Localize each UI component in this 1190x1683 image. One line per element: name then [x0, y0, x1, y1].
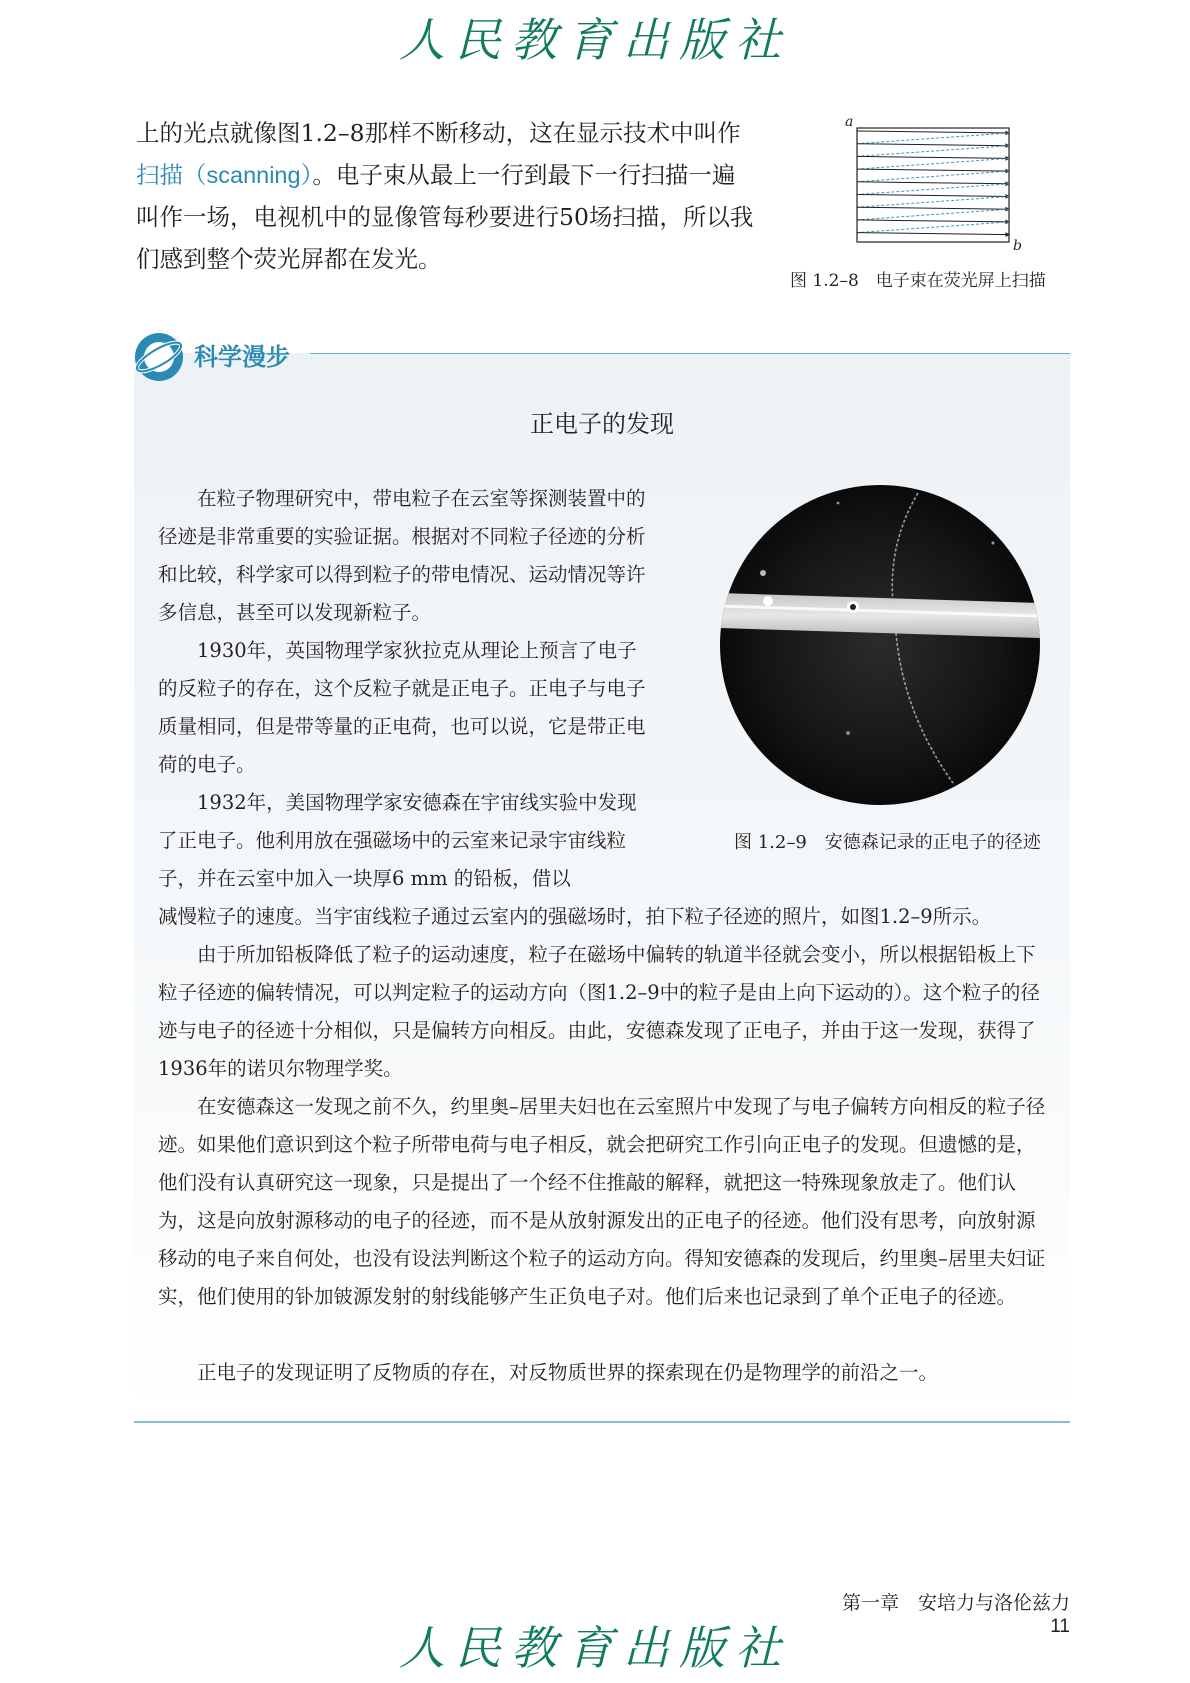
cloud-chamber-photo	[718, 483, 1042, 807]
section-title: 科学漫步	[194, 343, 290, 371]
retrace-line	[857, 171, 1009, 182]
scan-line	[857, 233, 1009, 235]
article-paragraph-1: 在粒子物理研究中，带电粒子在云室等探测装置中的径迹是非常重要的实验证据。根据对不同粒子径迹的分析和比较，科学家可以得到粒子的带电情况、运动情况等许多信息，甚至可以发现新粒子。	[158, 487, 646, 624]
retrace-line	[857, 146, 1009, 157]
article-paragraph-3-cont: 减慢粒子的速度。当宇宙线粒子通过云室内的强磁场时，拍下粒子径迹的照片，如图1.2–9所示。	[158, 905, 992, 928]
article-paragraph-6: 正电子的发现证明了反物质的存在，对反物质世界的探索现在仍是物理学的前沿之一。	[197, 1361, 939, 1384]
retrace-line	[857, 209, 1009, 220]
scan-line	[857, 220, 1009, 222]
scan-line	[857, 144, 1009, 146]
publisher-logo-bottom: 人民教育出版社	[399, 1621, 791, 1675]
chapter-title: 第一章 安培力与洛伦兹力	[841, 1592, 1070, 1614]
scan-line	[857, 131, 1009, 133]
retrace-line	[857, 222, 1009, 233]
scan-line	[857, 195, 1009, 197]
retrace-line	[857, 133, 1009, 144]
scan-line	[857, 207, 1009, 209]
article-title: 正电子的发现	[530, 410, 674, 438]
planet-icon	[133, 331, 185, 383]
retrace-line	[857, 158, 1009, 169]
label-b: b	[1013, 238, 1022, 252]
article-paragraph-5: 在安德森这一发现之前不久，约里奥–居里夫妇也在云室照片中发现了与电子偏转方向相反的粒子径迹。如果他们意识到这个粒子所带电荷与电子相反，就会把研究工作引向正电子的发现。但遗憾的是，他们没有认真研究这一现象，只是提出了一个经不住推敲的解释，就把这一特殊现象放走了。他们认为，这是向放射源移动的电子的径迹，而不是从放射源发出的正电子的径迹。他们没有思考，向放射源移动的电子来自何处，也没有设法判断这个粒子的运动方向。得知安德森的发现后，约里奥–居里夫妇证实，他们使用的钋加铍源发射的射线能够产生正负电子对。他们后来也记录到了单个正电子的径迹。	[158, 1095, 1046, 1308]
retrace-line	[857, 197, 1009, 208]
publisher-logo-top: 人民教育出版社	[399, 13, 791, 67]
intro-text-before: 上的光点就像图1.2–8那样不断移动，这在显示技术中叫作	[136, 119, 741, 147]
article-paragraph-4: 由于所加铅板降低了粒子的运动速度，粒子在磁场中偏转的轨道半径就会变小，所以根据铅板上下粒子径迹的偏转情况，可以判定粒子的运动方向（图1.2–9中的粒子是由上向下运动的）。这个粒子的径迹与电子的径迹十分相似，只是偏转方向相反。由此，安德森发现了正电子，并由于这一发现，获得了1936年的诺贝尔物理学奖。	[158, 943, 1040, 1080]
label-a: a	[845, 114, 854, 130]
section-title-rule	[310, 353, 1070, 354]
page-number: 11	[1050, 1616, 1070, 1637]
term-scanning: 扫描（scanning）	[136, 161, 313, 189]
scan-line	[857, 182, 1009, 184]
article-paragraph-3: 1932年，美国物理学家安德森在宇宙线实验中发现了正电子。他利用放在强磁场中的云室来记录宇宙线粒子，并在云室中加入一块厚6 mm 的铅板，借以	[158, 791, 637, 890]
figure-9-caption: 图 1.2–9 安德森记录的正电子的径迹	[734, 832, 1041, 853]
box-bottom-divider	[134, 1421, 1070, 1423]
intro-paragraph	[136, 112, 756, 280]
intro-text-after: 。电子束从最上一行到最下一行扫描一遍叫作一场，电视机中的显像管每秒要进行50场扫描，所以我们感到整个荧光屏都在发光。	[136, 161, 754, 273]
scanning-diagram	[843, 112, 1023, 252]
scan-line	[857, 169, 1009, 171]
article-paragraph-2: 1930年，英国物理学家狄拉克从理论上预言了电子的反粒子的存在，这个反粒子就是正电子。正电子与电子质量相同，但是带等量的正电荷，也可以说，它是带正电荷的电子。	[158, 639, 646, 776]
scan-line	[857, 156, 1009, 158]
figure-8-caption: 图 1.2–8 电子束在荧光屏上扫描	[790, 271, 1046, 291]
retrace-line	[857, 184, 1009, 195]
